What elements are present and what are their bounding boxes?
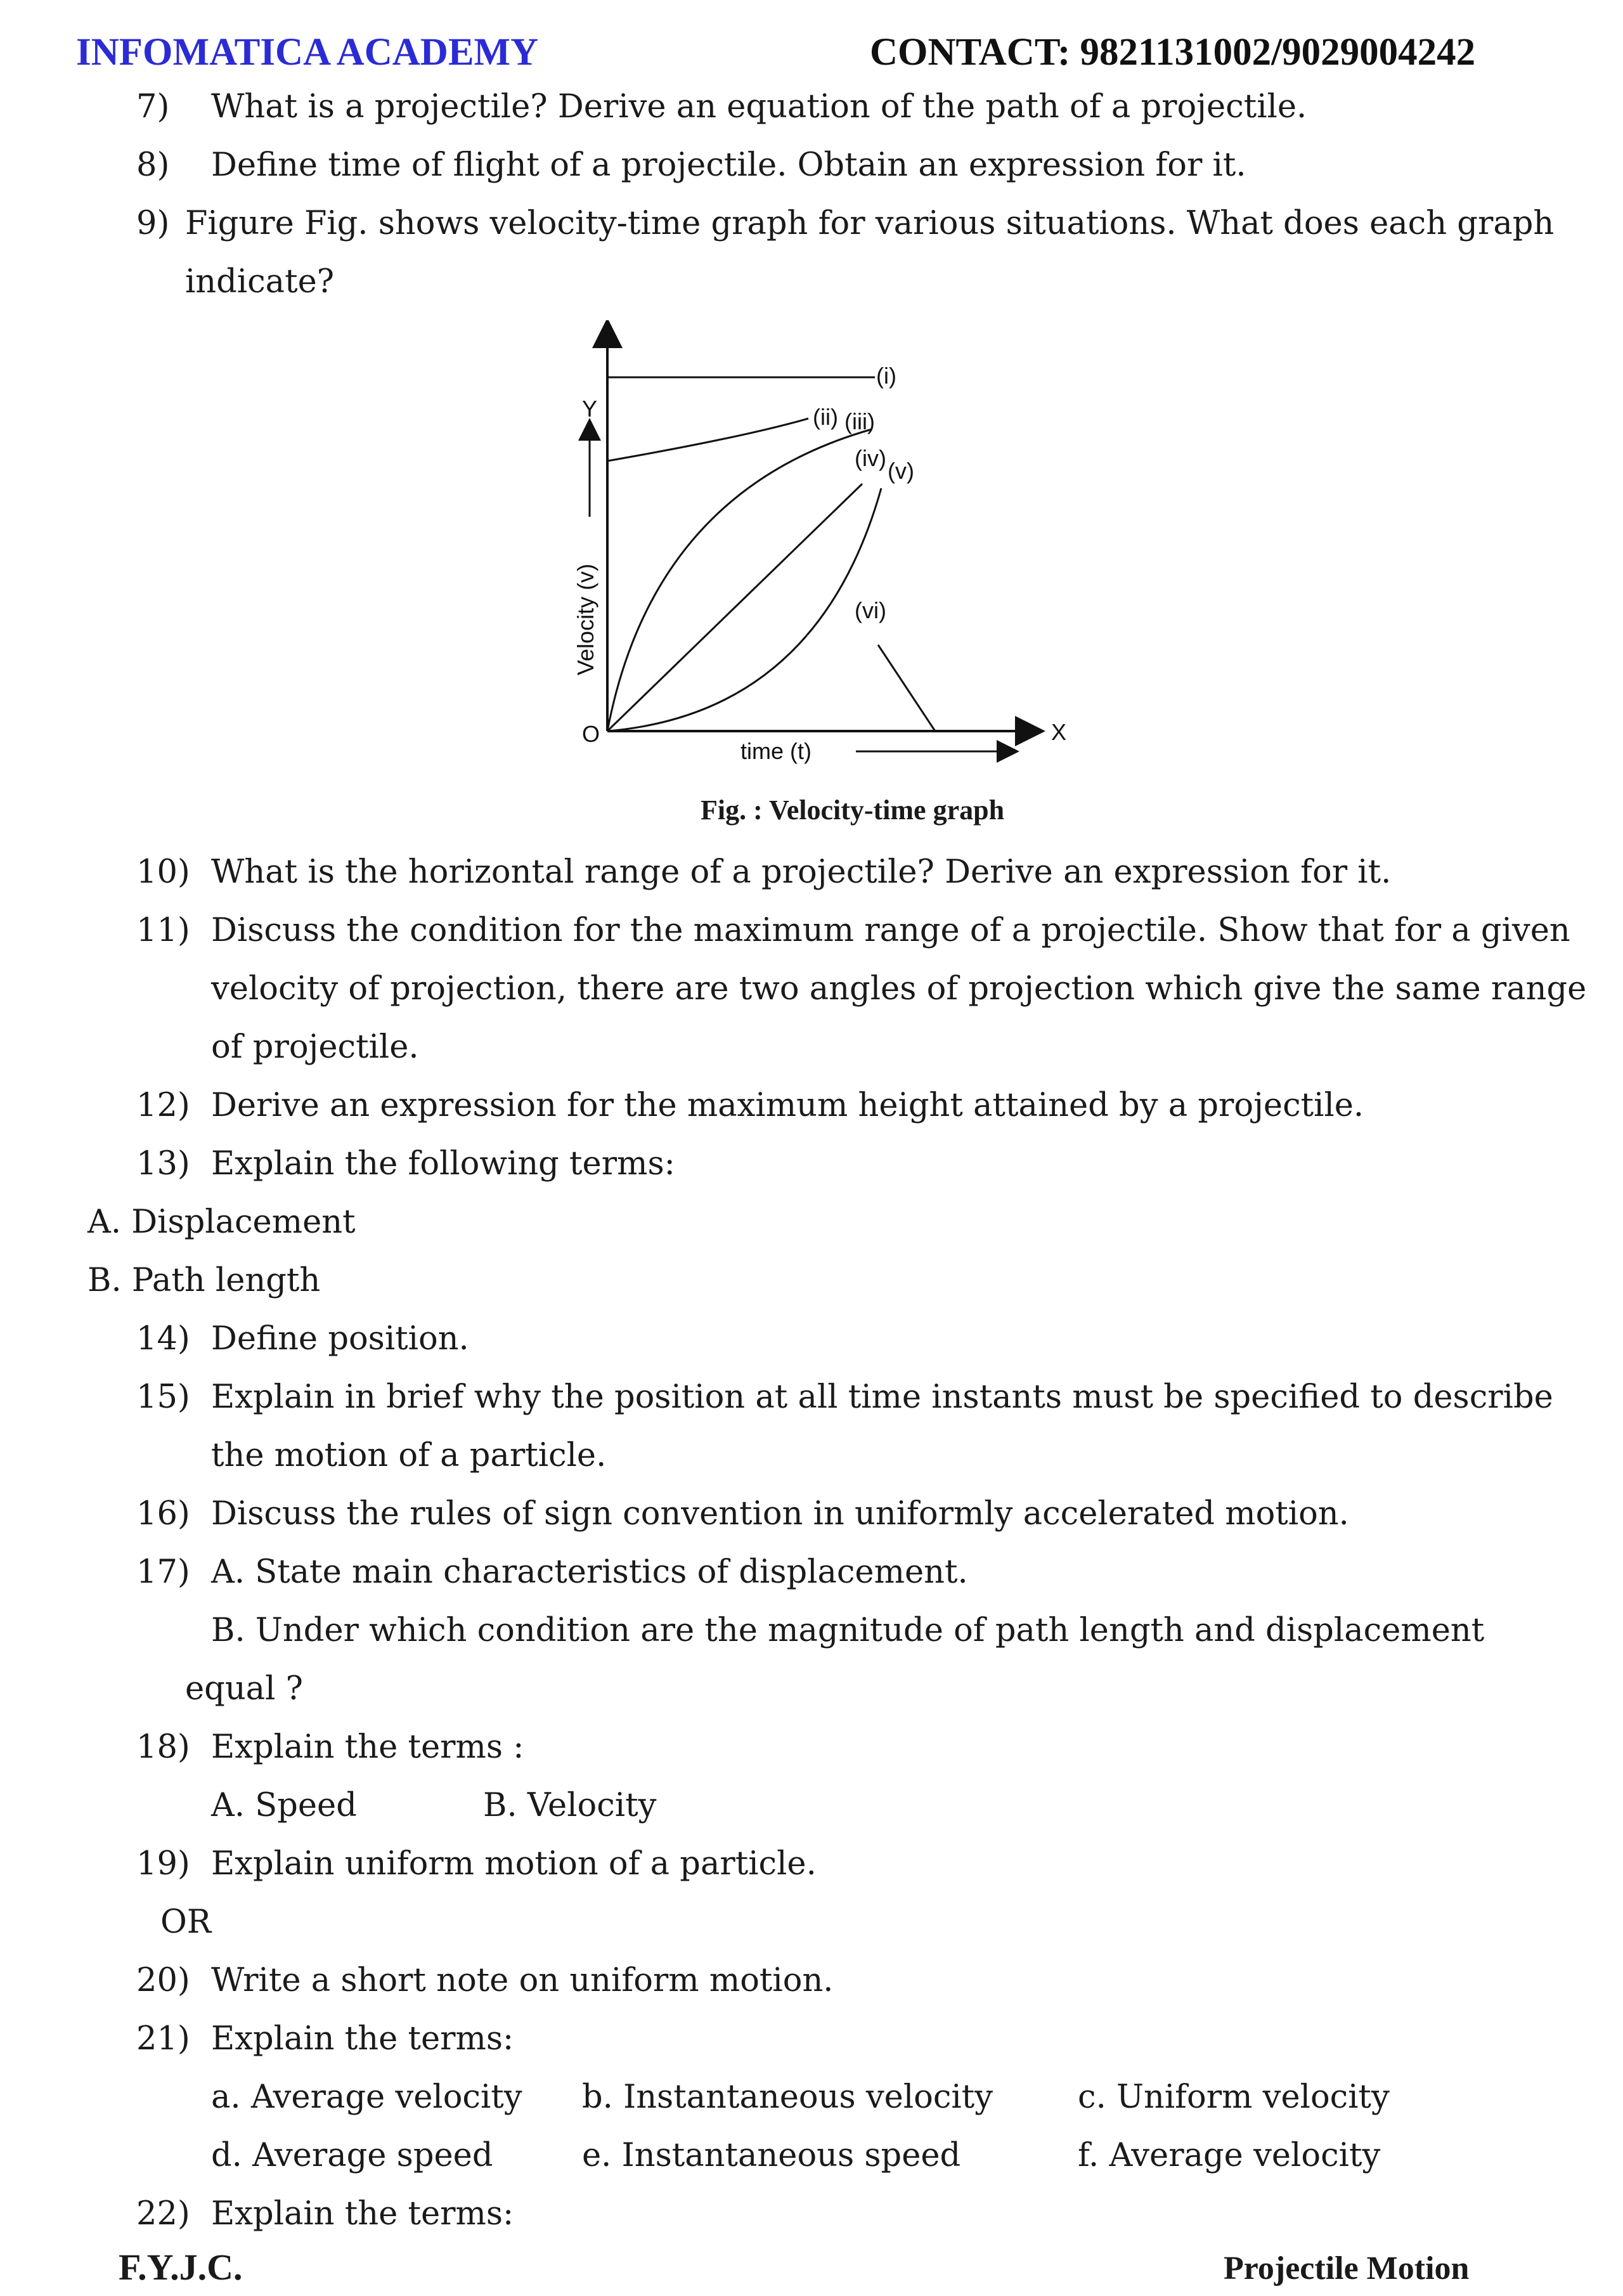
question-number: 11) bbox=[136, 912, 190, 949]
question-number: 13) bbox=[136, 1145, 190, 1183]
question-text: Discuss the condition for the maximum range of a projectile. Show that for a given bbox=[211, 912, 1570, 949]
academy-name: INFOMATICA ACADEMY bbox=[76, 31, 539, 74]
question-text: B. Under which condition are the magnitude of path length and displacement bbox=[211, 1612, 1485, 1649]
curve-label: (i) bbox=[876, 363, 896, 389]
question-number: 18) bbox=[136, 1728, 190, 1766]
curve-vi bbox=[878, 645, 935, 731]
question-number: 21) bbox=[136, 2020, 190, 2058]
question-text: Discuss the rules of sign convention in uniformly accelerated motion. bbox=[211, 1495, 1349, 1533]
origin-label: O bbox=[582, 721, 600, 747]
curve-label: (iii) bbox=[844, 408, 875, 434]
curve-label: (ii) bbox=[813, 404, 838, 430]
figure-caption: Fig. : Velocity-time graph bbox=[701, 795, 1005, 826]
question-number: 10) bbox=[136, 853, 190, 891]
option-text: e. Instantaneous speed bbox=[582, 2137, 961, 2174]
curve-label: (v) bbox=[888, 458, 914, 484]
question-text: Derive an expression for the maximum height attained by a projectile. bbox=[211, 1087, 1364, 1124]
question-text: A. State main characteristics of displacement. bbox=[211, 1553, 968, 1591]
question-text: What is the horizontal range of a projectile? Derive an expression for it. bbox=[211, 853, 1392, 891]
question-text: Explain the terms : bbox=[211, 1728, 524, 1766]
question-number: 20) bbox=[136, 1962, 190, 1999]
question-text: Explain in brief why the position at all time instants must be specified to describe bbox=[211, 1378, 1553, 1416]
curve-label: (vi) bbox=[855, 597, 886, 623]
question-number: 16) bbox=[136, 1495, 190, 1533]
question-text: Define time of flight of a projectile. Obtain an expression for it. bbox=[211, 146, 1246, 184]
question-text: Write a short note on uniform motion. bbox=[211, 1962, 834, 1999]
question-number: 7) bbox=[136, 88, 170, 126]
question-text: of projectile. bbox=[211, 1028, 419, 1066]
question-number: 22) bbox=[136, 2195, 190, 2233]
sub-item-text: A. Displacement bbox=[87, 1203, 356, 1241]
velocity-time-graph bbox=[552, 320, 1097, 827]
x-letter: X bbox=[1051, 719, 1067, 745]
velocity-time-figure bbox=[552, 320, 1097, 827]
y-axis-label: Velocity (v) bbox=[572, 563, 598, 675]
question-number: 19) bbox=[136, 1845, 190, 1883]
option-text: A. Speed bbox=[211, 1787, 357, 1824]
question-text: Explain the terms: bbox=[211, 2020, 514, 2058]
curve-iii bbox=[607, 429, 872, 731]
question-number: 17) bbox=[136, 1553, 190, 1591]
x-axis-label: time (t) bbox=[740, 738, 812, 764]
curve-v bbox=[607, 488, 881, 731]
option-text: f. Average velocity bbox=[1078, 2137, 1381, 2174]
y-letter: Y bbox=[582, 396, 598, 422]
option-text: b. Instantaneous velocity bbox=[582, 2079, 993, 2116]
question-number: 14) bbox=[136, 1320, 190, 1358]
question-text: What is a projectile? Derive an equation of the path of a projectile. bbox=[211, 88, 1307, 126]
question-text: indicate? bbox=[185, 263, 335, 301]
question-number: 15) bbox=[136, 1378, 190, 1416]
option-text: B. Velocity bbox=[483, 1787, 657, 1824]
question-text: Explain the following terms: bbox=[211, 1145, 675, 1183]
footer-chapter: Projectile Motion bbox=[1224, 2250, 1470, 2286]
question-text: equal ? bbox=[185, 1670, 303, 1708]
footer-class: F.Y.J.C. bbox=[119, 2247, 243, 2288]
sub-item-text: B. Path length bbox=[87, 1262, 321, 1299]
option-text: a. Average velocity bbox=[211, 2079, 522, 2116]
question-text: the motion of a particle. bbox=[211, 1437, 607, 1474]
option-text: c. Uniform velocity bbox=[1078, 2079, 1390, 2116]
question-text: Explain uniform motion of a particle. bbox=[211, 1845, 817, 1883]
curve-ii bbox=[607, 418, 808, 461]
question-text: velocity of projection, there are two angles of projection which give the same range bbox=[211, 970, 1587, 1008]
question-number: 9) bbox=[136, 205, 170, 242]
option-text: d. Average speed bbox=[211, 2137, 493, 2174]
curve-label: (iv) bbox=[855, 445, 886, 471]
question-text: Define position. bbox=[211, 1320, 469, 1358]
question-text: Figure Fig. shows velocity-time graph for various situations. What does each graph bbox=[185, 205, 1555, 242]
contact-info: CONTACT: 9821131002/9029004242 bbox=[870, 31, 1476, 74]
question-text: Explain the terms: bbox=[211, 2195, 514, 2233]
or-text: OR bbox=[160, 1904, 212, 1941]
question-number: 8) bbox=[136, 146, 170, 184]
question-number: 12) bbox=[136, 1087, 190, 1124]
